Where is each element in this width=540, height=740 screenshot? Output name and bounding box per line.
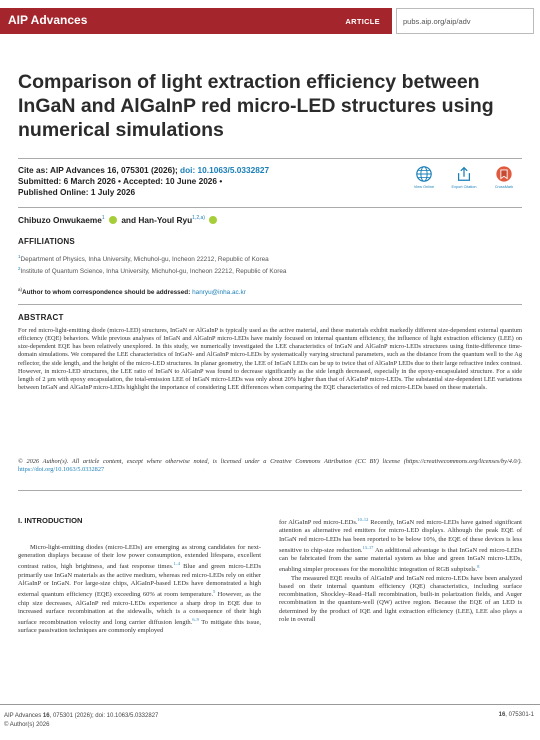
citation-block (18, 165, 378, 198)
body-text: An additional advantage is that InGaN red micro-LEDs can be fabricated from the same material system as blue and green InGaN micro-LEDs, enabling simpler processes for the monolithic integration of RGB subpixels. (279, 546, 522, 574)
abstract-text: For red micro-light-emitting diode (micro-LED) structures, InGaN or AlGaInP is typically used as the active material, and these materials exhibit markedly different size-dependent external quantum efficiency (EQE) behaviors. While previous analyses of InGaN and AlGaInP micro-LEDs have mainly focused on internal quantum efficiency, the influence of light extraction efficiency (LEE) on size-dependent EQE has been relatively unexplored. In this study, we numerically investigated the LEE characteristics of InGaN and AlGaInP micro-LEDs structures using finite-difference time-domain simulations. We compared the LEE characteristics of InGaN- and AlGaInP micro-LEDs by systematically varying structural parameters, such as the distance from the quantum well to the Ag reflector, the side length, and the height of the micro-LED structures. In planar geometry, the LEE of InGaN LEDs can be up to twice that of AlGaInP LEDs due to their large refractive index contrast. However, in micro-LED structures, the LEE ratio of InGaN to AlGaInP was found to decrease significantly as the side length decreased, especially in the epoxy-encapsulated structure. For a side length of 2 µm with epoxy encapsulation, the total-emission LEE of InGaN micro-LEDs was only about 20% higher than that of AlGaInP micro-LEDs. The substantial size-dependent LEE variations between InGaN and AlGaInP micro-LEDs highlight the importance of considering LEE differences when comparing the EQE characteristics of red micro-LEDs based on these materials. (18, 327, 522, 392)
crossmark-button[interactable] (485, 165, 523, 189)
license-doi-link[interactable]: https://doi.org/10.1063/5.0332827 (18, 466, 105, 474)
divider (18, 207, 522, 208)
crossmark-label: CrossMark (494, 185, 514, 189)
affiliation-item (18, 254, 269, 263)
affiliation-marker: 2 (18, 266, 21, 271)
footer-citation (4, 712, 158, 730)
globe-icon (415, 165, 433, 183)
reference-marker[interactable]: 10–12 (357, 517, 369, 522)
submission-dates: Submitted: 6 March 2026 • Accepted: 10 June 2026 • (18, 176, 223, 186)
divider (18, 158, 522, 159)
footer-volume: 16 (42, 713, 50, 719)
page-article-number: , 075301-1 (505, 712, 534, 718)
doi-link[interactable]: doi: 10.1063/5.0332827 (180, 165, 270, 175)
orcid-icon[interactable] (209, 216, 217, 224)
body-text: for AlGaInP red micro-LEDs. (279, 519, 358, 527)
footer-reference: , 075301 (2026); doi: 10.1063/5.0332827 (49, 713, 159, 719)
view-online-button[interactable] (405, 165, 443, 189)
author-affiliation-marker: 1,2,a) (192, 215, 205, 222)
paragraph (279, 575, 522, 624)
export-citation-button[interactable] (445, 165, 483, 189)
page-number (499, 712, 534, 718)
article-title: Comparison of light extraction efficiency between InGaN and AlGaInP red micro-LED structures using numerical simulations (18, 71, 494, 141)
correspondence-note (18, 287, 246, 296)
affiliation-item (18, 266, 286, 275)
footer-divider (0, 704, 540, 705)
body-column-left (18, 544, 261, 636)
correspondence-email[interactable]: hanryu@inha.ac.kr (192, 289, 246, 297)
body-text: Micro-light-emitting diodes (micro-LEDs) are emerging as strong candidates for next-generation displays because of their low power consumption, extended lifespans, excellent contrast ratios, high brightness, and fast response times. (18, 544, 261, 571)
abstract-heading: ABSTRACT (18, 313, 64, 322)
divider (18, 490, 522, 491)
article-type-label: ARTICLE (345, 17, 380, 26)
affiliation-marker: 1 (18, 254, 21, 259)
author-affiliation-marker: 1 (101, 215, 105, 222)
body-text: The measured EQE results of AlGaInP and InGaN red micro-LEDs have been analyzed based on their internal quantum efficiency (IQE) characteristics, including surface recombination, Shockley–Read–Hall recombination, built-in polarization fields, and Auger recombination in the quantum-well (QW) active region. Because the EQE of an LED is determined by the product of IQE and light extraction efficiency (LEE), LEE also plays a role in overall (279, 574, 522, 623)
license-statement (18, 458, 522, 475)
paragraph (18, 544, 261, 636)
journal-header (0, 0, 540, 42)
journal-url[interactable]: pubs.aip.org/aip/adv (403, 17, 471, 26)
affiliation-text: Department of Physics, Inha University, Michuhol-gu, Incheon 22212, Republic of Korea (20, 256, 269, 264)
author-name[interactable]: Han-Youl Ryu (138, 215, 193, 225)
correspondence-marker: a) (18, 287, 23, 292)
body-column-right (279, 516, 522, 624)
reference-marker[interactable]: 13–17 (362, 544, 374, 550)
affiliation-text: Institute of Quantum Science, Inha University, Michuhol-gu, Incheon 22212, Republic of Korea (20, 268, 287, 276)
journal-url-box[interactable] (396, 8, 534, 34)
journal-name[interactable]: AIP Advances (8, 13, 88, 27)
divider (18, 304, 522, 305)
affiliations-heading: AFFILIATIONS (18, 237, 75, 246)
body-text: Recently, InGaN red micro-LEDs have gained significant attention as alternative red emitters for micro-LED displays. Although the peak EQE of InGaN red micro-LEDs has been reported to be below 10%, the EQE of these devices is less sensitive to chip-size reduction. (279, 519, 522, 554)
author-connector: and (121, 215, 137, 225)
reference-marker[interactable]: 8 (477, 564, 480, 570)
body-text: To mitigate this issue, surface passivation techniques are commonly employed (18, 619, 261, 635)
article-actions (405, 165, 525, 195)
export-citation-label: Export Citation (451, 185, 477, 189)
footer-copyright: © Author(s) 2026 (4, 722, 50, 728)
body-text: However, as the chip size decreases, AlGaInP red micro-LEDs experience a sharp drop in EQE due to increased surface recombination at the sidewalls, which is a consequence of their high surface recombination velocity and long carrier diffusion length. (18, 591, 261, 627)
footer-journal: AIP Advances (4, 713, 42, 719)
author-name[interactable]: Chibuzo Onwukaeme (18, 215, 102, 225)
body-text: Blue and green micro-LEDs primarily use InGaN materials as the active medium, whereas red micro-LEDs rely on either AlGaInP or InGaN. For large-size chips, AlGaInP-based LEDs have demonstrated a high external quantum efficiency (EQE) exceeding 60% at room temperature. (18, 563, 262, 599)
author-list (18, 215, 219, 225)
published-date: Published Online: 1 July 2026 (18, 187, 136, 197)
reference-marker[interactable]: 5 (213, 589, 216, 595)
crossmark-icon (495, 165, 513, 183)
license-text: © 2026 Author(s). All article content, except where otherwise noted, is licensed under a Creative Commons Attribution (CC BY) license (https://creativecommons.org/licenses/by/4.0/). (18, 458, 522, 465)
citation-text: Cite as: AIP Advances 16, 075301 (2026); (18, 165, 178, 175)
view-online-label: View Online (413, 185, 435, 189)
orcid-icon[interactable] (109, 216, 117, 224)
reference-marker[interactable]: 1–4 (173, 561, 180, 567)
paragraph (279, 516, 522, 575)
page-volume: 16 (498, 712, 506, 718)
export-icon (455, 165, 473, 183)
section-heading: I. INTRODUCTION (18, 516, 83, 525)
correspondence-label: Author to whom correspondence should be addressed: (22, 289, 191, 297)
reference-marker[interactable]: 6–9 (192, 616, 199, 622)
